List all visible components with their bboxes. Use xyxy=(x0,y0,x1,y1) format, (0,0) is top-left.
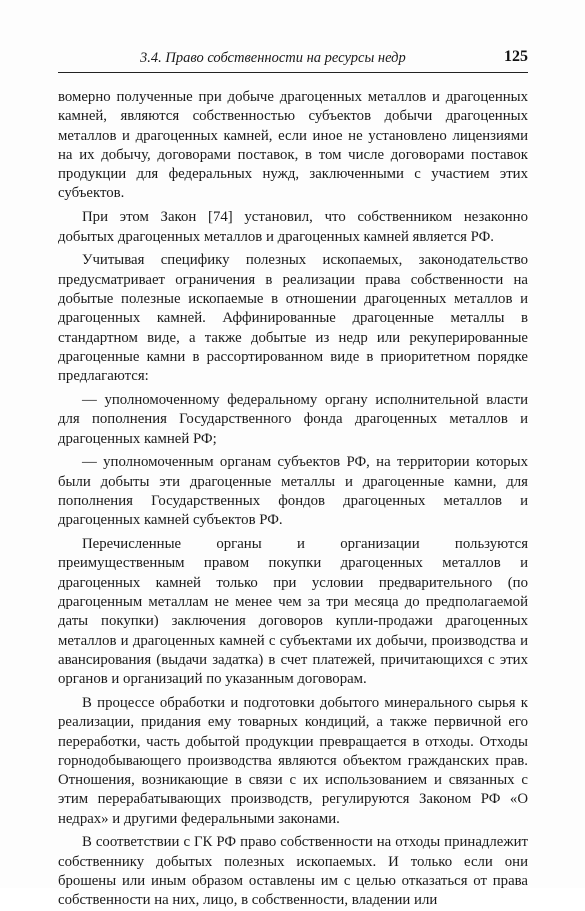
paragraph: При этом Закон [74] установил, что собственником незаконно добытых драгоценных металлов и драгоценных камней является РФ. xyxy=(58,209,528,245)
paragraph: В соответствии с ГК РФ право собственности на отходы принадлежит собственнику добытых полезных ископаемых. И только если они брошены или иным образом оставлены им с целью отказаться от права собственности на них, лицо, в собственности, владении или xyxy=(58,834,528,909)
running-header xyxy=(58,40,528,73)
paragraph-continued: вомерно полученные при добыче драгоценных металлов и драгоценных камней, являются собственностью субъектов добычи драгоценных металлов и драгоценных камней, если иное не установлено лицензиями на их добычу, договорами поставок, в том числе договорами поставок продукции для федеральных нужд, заключенными с участием этих субъектов. xyxy=(58,89,528,202)
page-number: 125 xyxy=(504,48,528,65)
list-item-paragraph: — уполномоченным органам субъектов РФ, на территории которых были добыты эти драгоценные металлы и драгоценные камни, для пополнения Государственных фондов драгоценных металлов и драгоценных камней субъектов РФ. xyxy=(58,454,528,529)
paragraph: Учитывая специфику полезных ископаемых, законодательство предусматривает ограничения в реализации права собственности на добытые полезные ископаемые в отношении драгоценных металлов и драгоценных камней. Аффинированные драгоценные металлы в стандартном виде, а также добытые из недр или рекуперированные драгоценные камни в рассортированном виде в приоритетном порядке предлагаются: xyxy=(58,252,528,385)
paragraph: Перечисленные органы и организации пользуются преимущественным правом покупки драгоценных металлов и драгоценных камней только при условии предварительного (по драгоценным металлам не менее чем за три месяца до предполагаемой даты покупки) заключения договоров купли-продажи драгоценных металлов и драгоценных камней с субъектами их добычи, производства и авансирования (выдачи задатка) в счет платежей, причитающихся с этих органов и организаций по указанным договорам. xyxy=(58,536,528,688)
body-text xyxy=(58,88,528,909)
paragraph: В процессе обработки и подготовки добытого минерального сырья к реализации, придания ему товарных кондиций, а также первичной его переработки, часть добытой продукции превращается в отходы. Отходы горнодобывающего производства являются объектом гражданских прав. Отношения, возникающие в связи с их использованием и связанных с этим перерабатывающих производств, регулируются Законом РФ «О недрах» и другими федеральными законами. xyxy=(58,694,528,827)
list-item-paragraph: — уполномоченному федеральному органу исполнительной власти для пополнения Государственного фонда драгоценных металлов и драгоценных камней РФ; xyxy=(58,391,528,447)
running-title: 3.4. Право собственности на ресурсы недр xyxy=(140,50,406,66)
